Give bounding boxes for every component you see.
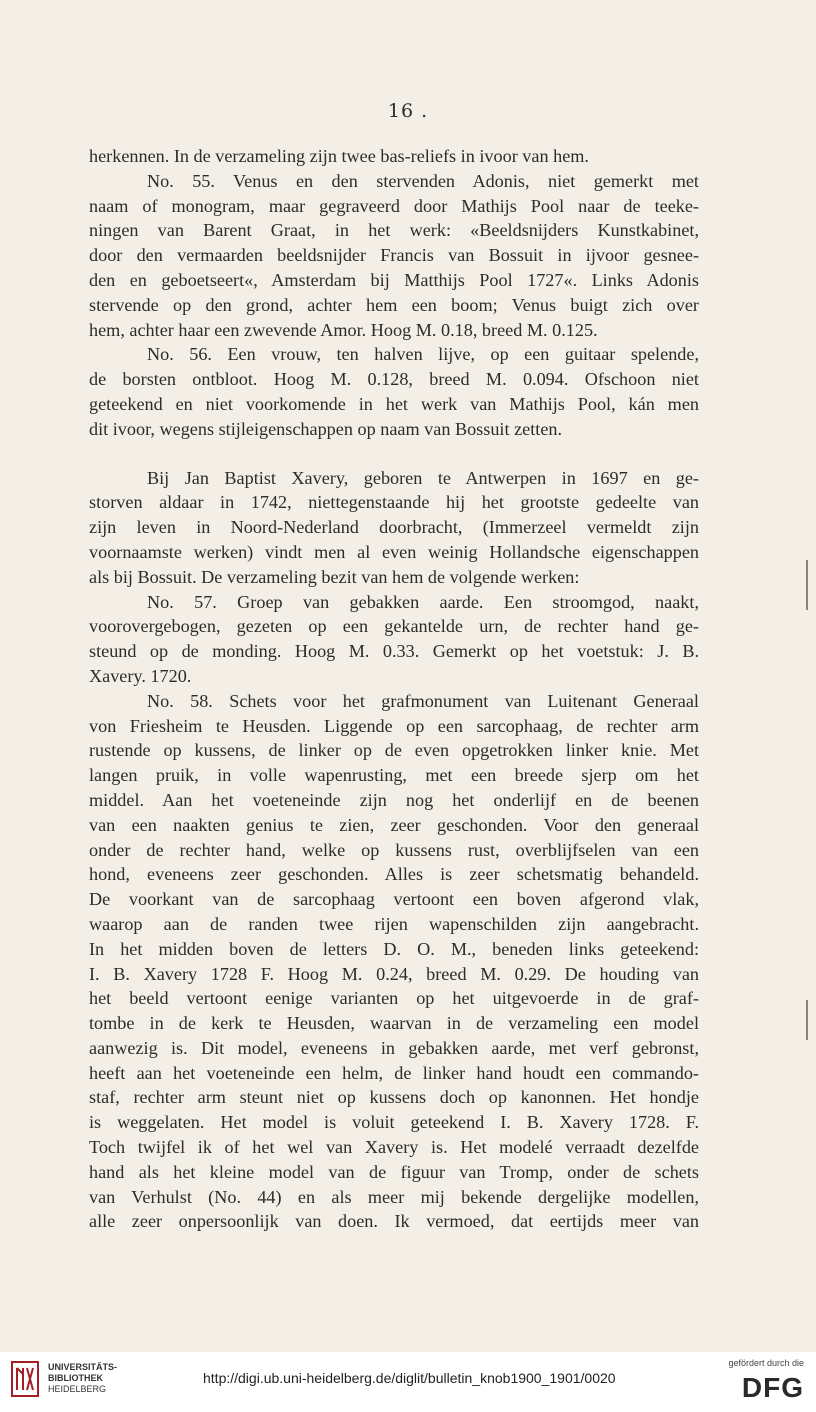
text-line: waarop aan de randen twee rijen wapenschilden zijn aangebracht. [89, 913, 699, 934]
footer-bar [0, 1352, 816, 1412]
text-line: staf, rechter arm steunt niet op kussens doch op kanonnen. Het hondje [89, 1087, 699, 1108]
text-line: steund op de monding. Hoog M. 0.33. Gemerkt op het voetstuk: J. B. [89, 641, 699, 662]
text-line: herkennen. In de verzameling zijn twee bas-reliefs in ivoor van hem. [89, 146, 589, 166]
library-logo-icon [10, 1360, 40, 1398]
library-name-line: BIBLIOTHEK [48, 1373, 103, 1383]
text-line: heeft aan het voeteneinde een helm, de linker hand houdt een commando- [89, 1062, 699, 1083]
library-name-line: HEIDELBERG [48, 1384, 107, 1394]
text-line: tombe in de kerk te Heusden, waarvan in de verzameling een model [89, 1013, 699, 1034]
text-line: zijn leven in Noord-Nederland doorbracht, (Immerzeel vermeldt zijn [89, 517, 699, 538]
text-line: geteekend en niet voorkomende in het werk van Mathijs Pool, kán men [89, 393, 699, 414]
text-line: alle zeer onpersoonlijk van doen. Ik vermoed, dat eertijds meer van [89, 1211, 699, 1232]
text-line: als bij Bossuit. De verzameling bezit van hem de volgende werken: [89, 566, 580, 587]
text-line: De voorkant van de sarcophaag vertoont een boven afgerond vlak, [89, 889, 699, 910]
show-through-mark [806, 560, 808, 610]
text-line: Bij Jan Baptist Xavery, geboren te Antwerpen in 1697 en ge- [147, 467, 699, 488]
text-line: den en geboetseert«, Amsterdam bij Matthijs Pool 1727«. Links Adonis [89, 269, 699, 290]
text-line: stervende op den grond, achter hem een boom; Venus buigt zich over [89, 294, 699, 315]
text-line: No. 57. Groep van gebakken aarde. Een stroomgod, naakt, [147, 591, 699, 612]
show-through-mark [806, 1000, 808, 1040]
text-line: voorovergebogen, gezeten op een gekantelde urn, de rechter hand ge- [89, 616, 699, 637]
text-line: van een naakten genius te zien, zeer geschonden. Voor den generaal [89, 814, 699, 835]
body-text [89, 144, 699, 1234]
text-line: rustende op kussens, de linker op de even opgetrokken linker knie. Met [89, 740, 699, 761]
text-line: No. 56. Een vrouw, ten halven lijve, op een guitaar spelende, [147, 344, 699, 365]
page-number: 16 . [387, 100, 429, 122]
text-line: is weggelaten. Het model is voluit geteekend I. B. Xavery 1728. F. [89, 1112, 699, 1133]
text-line: ningen van Barent Graat, in het werk: «Beeldsnijders Kunstkabinet, [89, 220, 699, 241]
text-line: middel. Aan het voeteneinde zijn nog het onderlijf en de beenen [89, 789, 699, 810]
source-url-link[interactable]: http://digi.ub.uni-heidelberg.de/diglit/bulletin_knob1900_1901/0020 [203, 1370, 616, 1386]
dfg-logo: DFG [741, 1372, 804, 1403]
text-line: de borsten ontbloot. Hoog M. 0.128, breed M. 0.094. Ofschoon niet [89, 369, 699, 390]
text-line: In het midden boven de letters D. O. M., beneden links geteekend: [89, 938, 699, 959]
text-line: von Friesheim te Heusden. Liggende op een sarcophaag, de rechter arm [89, 715, 699, 736]
text-line: storven aldaar in 1742, niettegenstaande hij het grootste gedeelte van [89, 492, 699, 513]
text-line: naam of monogram, maar gegraveerd door Mathijs Pool naar de teeke- [89, 195, 699, 216]
text-line: door den vermaarden beeldsnijder Francis van Bossuit in ijvoor gesnee- [89, 245, 699, 266]
paragraph-gap [89, 442, 699, 466]
text-line: hand als het kleine model van de figuur van Tromp, onder de schets [89, 1161, 699, 1182]
text-line: hem, achter haar een zwevende Amor. Hoog M. 0.18, breed M. 0.125. [89, 319, 598, 340]
text-line: Toch twijfel ik of het wel van Xavery is. Het modelé verraadt dezelfde [89, 1137, 699, 1158]
funded-by-label: gefördert durch die [728, 1358, 804, 1368]
text-line: hond, eveneens zeer geschonden. Alles is zeer schetsmatig behandeld. [89, 864, 699, 885]
text-line: het beeld vertoont eenige varianten op het uitgevoerde in de graf- [89, 988, 699, 1009]
text-line: onder de rechter hand, welke op kussens rust, overblijfselen van een [89, 839, 699, 860]
library-name [48, 1362, 117, 1395]
text-line: dit ivoor, wegens stijleigenschappen op naam van Bossuit zetten. [89, 418, 563, 439]
text-line: No. 58. Schets voor het grafmonument van Luitenant Generaal [147, 690, 699, 711]
text-line: I. B. Xavery 1728 F. Hoog M. 0.24, breed M. 0.29. De houding van [89, 963, 699, 984]
library-name-line: UNIVERSITÄTS- [48, 1362, 118, 1372]
text-line: van Verhulst (No. 44) en als meer mij bekende dergelijke modellen, [89, 1186, 699, 1207]
text-line: langen pruik, in volle wapenrusting, met een breede sjerp om het [89, 765, 699, 786]
text-line: Xavery. 1720. [89, 665, 192, 686]
text-line: voornaamste werken) vindt men al even weinig Hollandsche eigenschappen [89, 541, 699, 562]
text-line: aanwezig is. Dit model, eveneens in gebakken aarde, met verf gebronst, [89, 1037, 699, 1058]
text-line: No. 55. Venus en den stervenden Adonis, niet gemerkt met [147, 170, 699, 191]
